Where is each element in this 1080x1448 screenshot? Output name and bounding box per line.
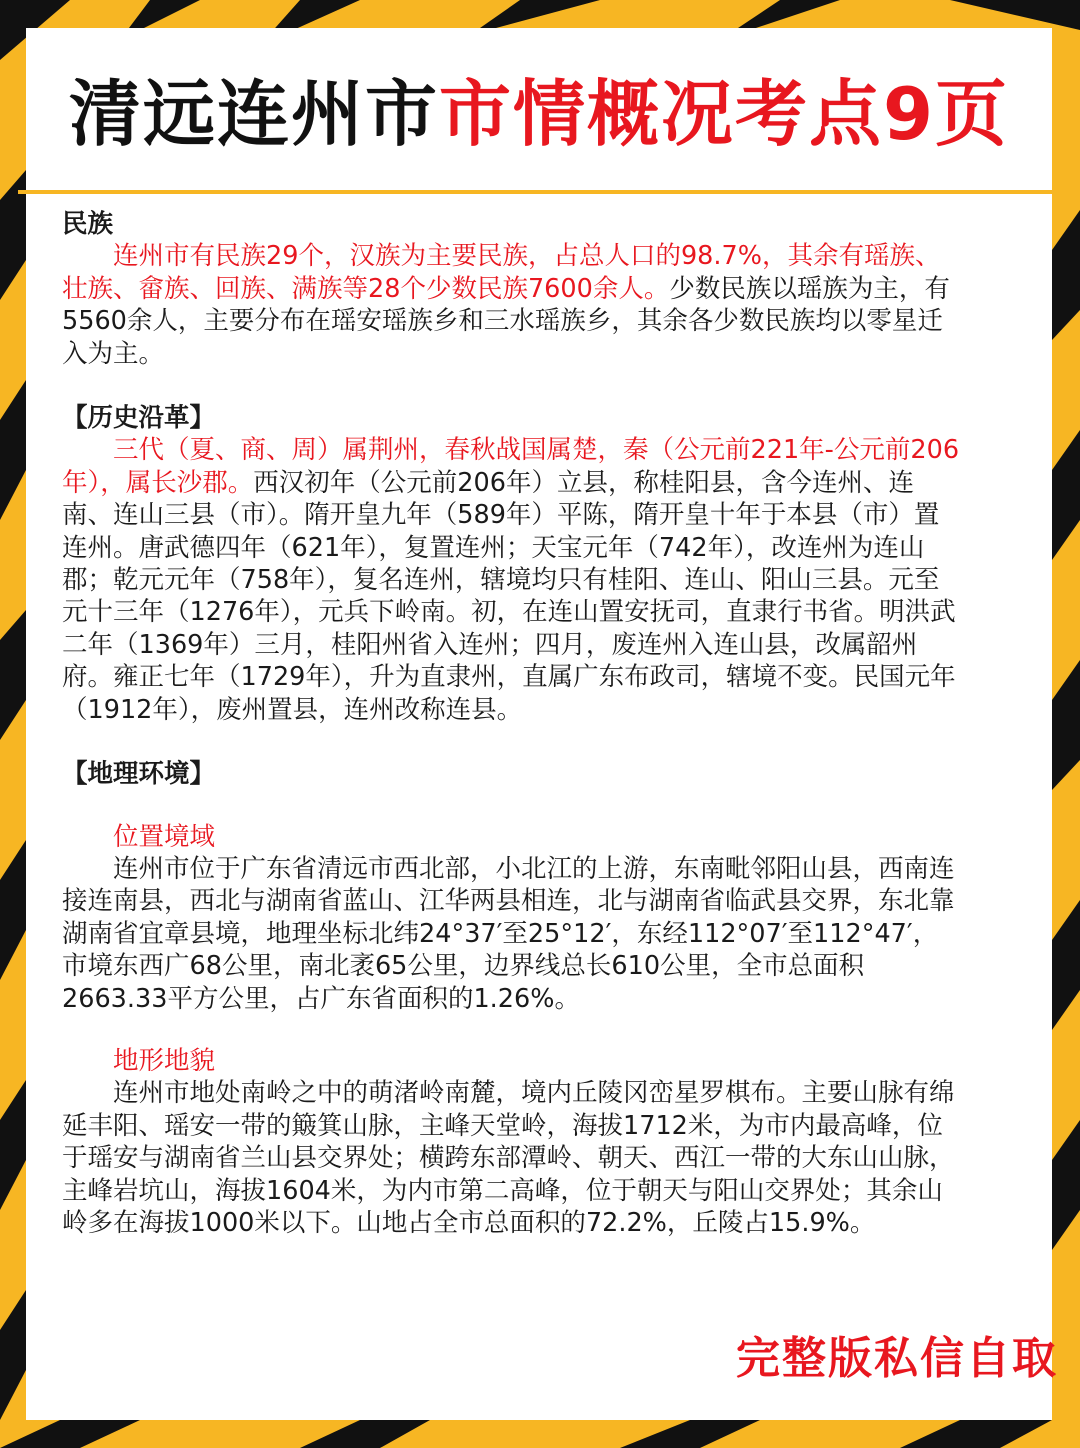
subsection-title-location: 位置境域 bbox=[113, 821, 216, 852]
paragraph-history bbox=[62, 434, 962, 726]
paragraph-terrain: 连州市地处南岭之中的萌渚岭南麓，境内丘陵冈峦星罗棋布。主要山脉有绵延丰阳、瑶安一带的簸箕山脉，主峰天堂岭，海拔1712米，为市内最高峰，位于瑶安与湖南省兰山县交界处；横跨东部潭岭、朝天、西江一带的大东山山脉，主峰岩坑山，海拔1604米，为内市第二高峰，位于朝天与阳山交界处；其余山岭多在海拔1000米以下。山地占全市总面积的72.2%，丘陵占15.9%。 bbox=[62, 1078, 955, 1238]
spacer bbox=[62, 370, 962, 402]
spacer bbox=[62, 1015, 962, 1045]
ethnic-highlight: 连州市有民族29个，汉族为主要民族，占总人口的98.7%，其余有瑶族、壮族、畲族、回族、满族等28个少数民族7600余人。 bbox=[62, 241, 941, 304]
title-red-part: 市情概况考点9页 bbox=[438, 72, 1010, 156]
spacer bbox=[62, 791, 962, 821]
paragraph-location: 连州市位于广东省清远市西北部，小北江的上游，东南毗邻阳山县，西南连接连南县，西北与湖南省蓝山、江华两县相连，北与湖南省临武县交界，东北靠湖南省宜章县境，地理坐标北纬24°37′至25°12′，东经112°07′至112°47′，市境东西广68公里，南北袤65公里，边界线总长610公里，全市总面积2663.33平方公里，占广东省面积的1.26%。 bbox=[62, 853, 955, 1014]
history-text: 西汉初年（公元前206年）立县，称桂阳县，含今连州、连南、连山三县（市）。隋开皇九年（589年）平陈，隋开皇十年于本县（市）置连州。唐武德四年（621年），复置连州；天宝元年（742年），改连州为连山郡；乾元元年（758年），复名连州，辖境均只有桂阳、连山、阳山三县。元至元十三年（1276年），元兵下岭南。初，在连山置安抚司，直隶行书省。明洪武二年（1369年）三月，桂阳州省入连州；四月，废连州入连山县，改属韶州府。雍正七年（1729年），升为直隶州，直属广东布政司，辖境不变。民国元年（1912年），废州置县，连州改称连县。 bbox=[62, 467, 956, 725]
subsection-title-terrain: 地形地貌 bbox=[113, 1045, 216, 1076]
ethnic-text: 少数民族以瑶族为主，有5560余人，主要分布在瑶安瑶族乡和三水瑶族乡，其余各少数民族均以零星迁入为主。 bbox=[62, 273, 950, 369]
history-highlight: 三代（夏、商、周）属荆州，春秋战国属楚，秦（公元前221年-公元前206年），属长沙郡。 bbox=[62, 435, 960, 498]
title-black-part: 清远连州市 bbox=[68, 72, 439, 156]
document-body bbox=[62, 208, 962, 1239]
page-title bbox=[26, 28, 1052, 188]
section-title-geography: 【地理环境】 bbox=[62, 759, 216, 790]
header-divider bbox=[18, 190, 1058, 194]
spacer bbox=[62, 726, 962, 758]
section-title-history: 【历史沿革】 bbox=[62, 403, 216, 434]
paragraph-ethnic bbox=[62, 240, 962, 370]
section-title-ethnic: 民族 bbox=[62, 209, 114, 239]
footer-cta: 完整版私信自取 bbox=[736, 1333, 1058, 1384]
